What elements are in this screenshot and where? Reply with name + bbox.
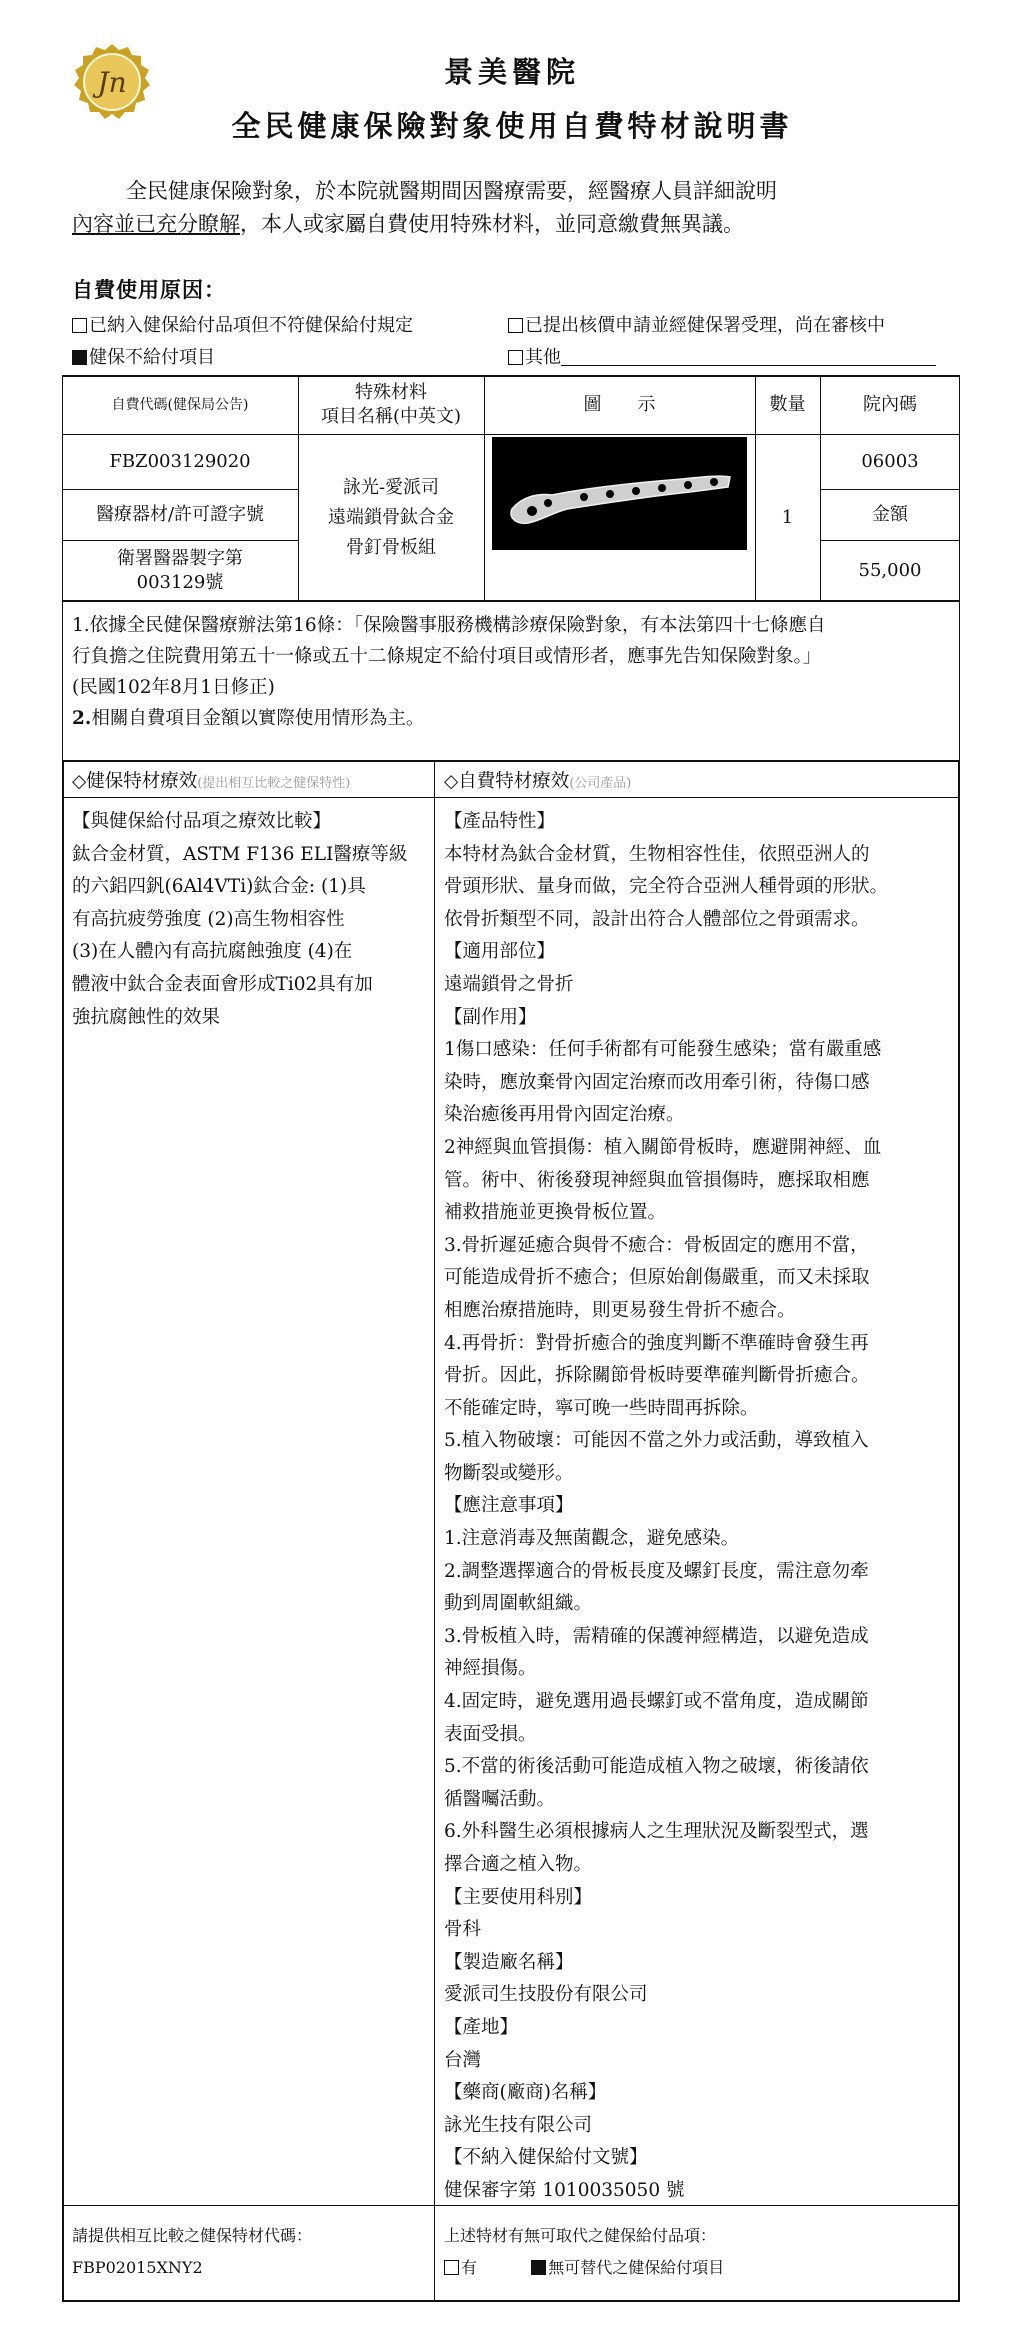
header-material-line2: 項目名稱(中英文) [320, 406, 462, 427]
efficacy-line: 【主要使用科別】 [444, 1886, 593, 1908]
hospital-name: 景美醫院 [443, 55, 580, 89]
option-yes-label: 有 [461, 2258, 478, 2277]
left-efficacy-header [72, 766, 350, 801]
efficacy-line: 鈦合金材質，ASTM F136 ELI醫療等級 [72, 843, 408, 865]
intro-underlined: 內容並已充分瞭解 [72, 212, 240, 236]
efficacy-line: 相應治療措施時，則更易發生骨折不癒合。 [444, 1299, 796, 1321]
efficacy-line: 5.植入物破壞：可能因不當之外力或活動，導致植入 [444, 1430, 869, 1452]
material-name [298, 435, 484, 600]
efficacy-line: 【適用部位】 [444, 941, 556, 963]
checkbox[interactable] [508, 350, 523, 365]
header-material-line1: 特殊材料 [355, 382, 427, 403]
efficacy-line: 【應注意事項】 [444, 1495, 574, 1517]
efficacy-line: 遠端鎖骨之骨折 [444, 973, 574, 995]
note-2-number: 2. [72, 708, 92, 729]
reason-header: 自費使用原因： [72, 277, 226, 302]
efficacy-line: 6.外科醫生必須根據病人之生理狀況及斷裂型式，選 [444, 1821, 869, 1843]
efficacy-line: 染時，應放棄骨內固定治療而改用牽引術，待傷口感 [444, 1071, 870, 1093]
efficacy-line: 物斷裂或變形。 [444, 1462, 574, 1484]
left-efficacy-body [72, 806, 428, 1034]
replacement-section [444, 2220, 724, 2284]
reason-option-label: 其他 [525, 347, 561, 368]
checkbox[interactable] [72, 318, 87, 333]
efficacy-line: 骨折。因此，拆除關節骨板時要準確判斷骨折癒合。 [444, 1365, 870, 1387]
reason-option-label: 已提出核價申請並經健保署受理，尚在審核中 [525, 315, 885, 336]
efficacy-line: 骨科 [444, 1919, 482, 1941]
efficacy-line: 管。術中、術後發現神經與血管損傷時，應採取相應 [444, 1169, 870, 1191]
reason-option-other[interactable] [508, 346, 936, 370]
right-efficacy-body [444, 806, 954, 2208]
efficacy-line: (3)在人體內有高抗腐蝕強度 (4)在 [72, 941, 353, 963]
efficacy-line: 依骨折類型不同，設計出符合人體部位之骨頭需求。 [444, 908, 870, 930]
license-line2: 003129號 [136, 571, 224, 593]
efficacy-line: 【製造廠名稱】 [444, 1951, 574, 1973]
header-material [298, 376, 484, 434]
efficacy-line: 愛派司生技股份有限公司 [444, 1984, 648, 2006]
note-2-text: 相關自費項目金額以實際使用情形為主。 [91, 708, 425, 729]
amount-label: 金額 [872, 504, 908, 525]
form-title: 全民健康保險對象使用自費特材說明書 [231, 109, 793, 143]
hospital-code-value: 06003 [861, 451, 919, 472]
efficacy-line: 骨頭形狀、量身而做，完全符合亞洲人種骨頭的形狀。 [444, 876, 889, 898]
efficacy-line: 表面受損。 [444, 1723, 537, 1745]
left-header-hint: (提出相互比較之健保特性) [197, 776, 351, 791]
license-number [62, 541, 298, 600]
bone-plate-image [492, 437, 747, 550]
table-line [958, 760, 960, 2302]
material-line1: 詠光-愛派司 [342, 476, 440, 498]
option-no-label: 無可替代之健保給付項目 [548, 2258, 725, 2277]
efficacy-line: 5.不當的術後活動可能造成植入物之破壞，術後請依 [444, 1756, 869, 1778]
table-line [62, 600, 960, 602]
comparison-code-label: 請提供相互比較之健保特材代碼： [72, 2226, 313, 2245]
efficacy-line: 本特材為鈦合金材質，生物相容性佳，依照亞洲人的 [444, 843, 870, 865]
efficacy-line: 1傷口感染：任何手術都有可能發生感染；當有嚴重感 [444, 1039, 882, 1061]
efficacy-line: 4.再骨折：對骨折癒合的強度判斷不準確時會發生再 [444, 1332, 869, 1354]
license-label: 醫療器材/許可證字號 [95, 504, 265, 525]
efficacy-line: 【與健保給付品項之療效比較】 [72, 811, 332, 832]
other-fill-line[interactable] [561, 347, 936, 366]
efficacy-line: 3.骨板植入時，需精確的保護神經構造，以避免造成 [444, 1625, 869, 1647]
table-line [434, 760, 435, 2302]
efficacy-line: 【不納入健保給付文號】 [444, 2147, 648, 2169]
checkbox-yes[interactable] [444, 2260, 459, 2275]
reason-option-pending-review[interactable] [508, 314, 885, 338]
comparison-code-value: FBP02015XNY2 [72, 2258, 203, 2277]
efficacy-line: 【副作用】 [444, 1006, 537, 1028]
device-photo [492, 437, 747, 550]
left-header-text: ◇健保特材療效 [72, 771, 198, 792]
efficacy-line: 擇合適之植入物。 [444, 1854, 593, 1875]
reason-option-label: 已納入健保給付品項但不符健保給付規定 [89, 315, 413, 336]
material-line3: 骨釘骨板組 [346, 536, 436, 558]
efficacy-line: 強抗腐蝕性的效果 [72, 1006, 221, 1028]
efficacy-line: 不能確定時，寧可晚一些時間再拆除。 [444, 1397, 759, 1419]
right-efficacy-header [444, 766, 631, 801]
efficacy-line: 的六鋁四釩(6Al4VTi)鈦合金: (1)具 [72, 876, 366, 898]
efficacy-line: 可能造成骨折不癒合；但原始創傷嚴重，而又未採取 [444, 1267, 870, 1289]
efficacy-line: 染治癒後再用骨內固定治療。 [444, 1104, 685, 1126]
intro-statement [72, 175, 952, 241]
efficacy-line: 3.骨折遲延癒合與骨不癒合：骨板固定的應用不當， [444, 1234, 869, 1256]
efficacy-line: 詠光生技有限公司 [444, 2114, 593, 2136]
note-1-line2: 行負擔之住院費用第五十一條或五十二條規定不給付項目或情形者，應事先告知保險對象。」 [72, 646, 822, 667]
quantity-value: 1 [781, 506, 794, 528]
code-value: FBZ003129020 [109, 451, 251, 472]
replacement-question: 上述特材有無可取代之健保給付品項： [444, 2226, 717, 2245]
efficacy-line: 循醫囑活動。 [444, 1788, 556, 1810]
reason-option-label: 健保不給付項目 [89, 347, 215, 368]
note-1-line1: 1.依據全民健保醫療辦法第16條：「保險醫事服務機構診療保險對象，有本法第四十七條應自 [72, 615, 826, 636]
reason-option-not-covered[interactable] [72, 346, 215, 370]
table-line [62, 2300, 960, 2302]
efficacy-line: 神經損傷。 [444, 1658, 537, 1680]
right-header-text: ◇自費特材療效 [444, 771, 570, 792]
comparison-code-section [72, 2220, 312, 2284]
replacement-options [444, 2252, 724, 2284]
amount-value: 55,000 [858, 559, 922, 581]
efficacy-line: 1.注意消毒及無菌觀念，避免感染。 [444, 1528, 740, 1550]
table-line [62, 760, 960, 762]
header-code: 自費代碼(健保局公告) [111, 397, 249, 413]
note-1-line3: (民國102年8月1日修正) [72, 677, 275, 698]
reason-option-covered-not-eligible[interactable] [72, 314, 413, 338]
intro-line-2-rest: ，本人或家屬自費使用特殊材料，並同意繳費無異議。 [240, 212, 744, 236]
efficacy-line: 2.調整選擇適合的骨板長度及螺釘長度，需注意勿牽 [444, 1560, 869, 1582]
efficacy-line: 【產品特性】 [444, 811, 556, 832]
efficacy-line: 動到周圍軟組織。 [444, 1593, 593, 1615]
checkbox[interactable] [508, 318, 523, 333]
intro-line-2 [72, 208, 952, 241]
checkbox-no-checked[interactable] [531, 2260, 546, 2275]
efficacy-line: 2神經與血管損傷：植入關節骨板時，應避開神經、血 [444, 1136, 882, 1158]
table-line [62, 760, 64, 2302]
note-2 [72, 703, 952, 734]
logo-letters: Jn [97, 66, 127, 99]
efficacy-line: 健保審字第 1010035050 號 [444, 2179, 685, 2201]
efficacy-line: 4.固定時，避免選用過長螺釘或不當角度，造成關節 [444, 1691, 869, 1713]
efficacy-line: 補救措施並更換骨板位置。 [444, 1202, 667, 1224]
efficacy-line: 台灣 [444, 2049, 482, 2071]
right-header-hint: (公司產品) [569, 776, 632, 791]
license-line1: 衛署醫器製字第 [117, 547, 243, 569]
notes-section [72, 610, 952, 734]
efficacy-line: 有高抗疲勞強度 (2)高生物相容性 [72, 908, 345, 930]
header-quantity: 數量 [769, 394, 806, 415]
checkbox-checked[interactable] [72, 350, 87, 365]
efficacy-line: 【藥商(廠商)名稱】 [444, 2082, 607, 2104]
efficacy-line: 【產地】 [444, 2016, 519, 2038]
header-hospital-code: 院內碼 [863, 394, 917, 415]
header-image: 圖 示 [583, 394, 656, 415]
efficacy-line: 體液中鈦合金表面會形成Ti02具有加 [72, 973, 373, 995]
intro-line-1: 全民健康保險對象，於本院就醫期間因醫療需要，經醫療人員詳細說明 [126, 179, 777, 203]
material-line2: 遠端鎖骨鈦合金 [328, 506, 454, 528]
